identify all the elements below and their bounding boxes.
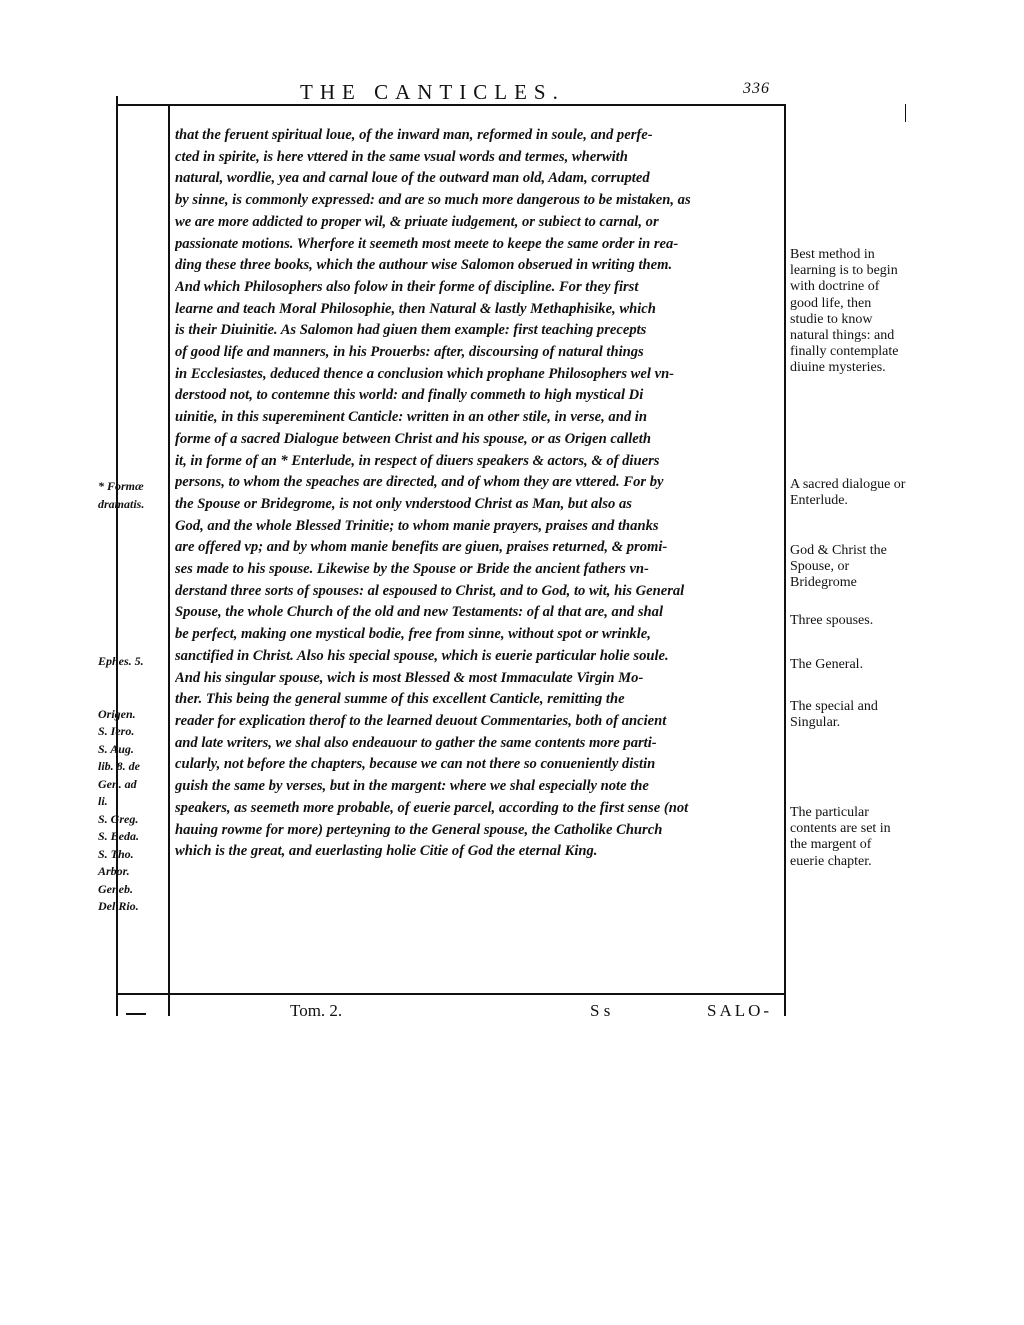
body-line: natural, wordlie, yea and carnal loue of the outward man old, Adam, corrupted [175, 170, 650, 187]
body-line: we are more addicted to proper wil, & priuate iudgement, or subiect to carnal, or [175, 213, 659, 230]
body-line: God, and the whole Blessed Trinitie; to whom manie prayers, praises and thanks [175, 517, 659, 534]
margin-note-general: The General. [790, 657, 864, 672]
body-line: Spouse, the whole Church of the old and new Testaments: of al that are, and shal [175, 604, 664, 621]
page-number: 336 [743, 80, 770, 97]
body-line: are offered vp; and by whom manie benefits are giuen, praises returned, & promi- [175, 539, 668, 556]
left-margin-note [98, 618, 168, 636]
left-margin-note [98, 531, 168, 549]
left-margin-note [98, 583, 168, 601]
left-margin-note: lib. 8. de [98, 759, 140, 773]
body-line: cted in spirite, is here vttered in the same vsual words and termes, wherwith [175, 148, 628, 165]
body-line: of good life and manners, in his Prouerbs: after, discoursing of natural things [175, 344, 644, 361]
left-margin-note: * Formæ [98, 479, 144, 493]
body-line: ther. This being the general summe of this excellent Canticle, remitting the [175, 691, 625, 708]
left-margin-note: dramatis. [98, 496, 145, 511]
body-line: And which Philosophers also folow in their forme of discipline. For they first [175, 278, 639, 295]
body-line: that the feruent spiritual loue, of the inward man, reformed in soule, and perfe- [175, 127, 653, 143]
margin-note-god-christ: God & Christ the Spouse, or Bridegrome [790, 543, 887, 591]
body-line: passionate motions. Wherfore it seemeth most meete to keepe the same order in rea- [175, 235, 679, 252]
body-line: And his singular spouse, wich is most Blessed & most Immaculate Virgin Mo- [175, 669, 644, 686]
margin-note-sacred-dialogue: A sacred dialogue or Enterlude. [790, 477, 906, 509]
catchword: SALO- [707, 1001, 773, 1020]
body-line: it, in forme of an * Enterlude, in respect of diuers speakers & actors, & of diuers [175, 452, 660, 469]
body-line: persons, to whom the speaches are directed, and of whom they are vttered. For by [175, 474, 664, 491]
left-margin-note [98, 671, 168, 689]
left-border-inner [168, 104, 170, 1016]
body-line: forme of a sacred Dialogue between Christ and his spouse, or as Origen calleth [175, 430, 651, 447]
left-margin-note: Arbor. [98, 864, 130, 878]
left-margin-note [98, 601, 168, 619]
running-title: THE CANTICLES. [300, 80, 565, 104]
left-margin-note: S. Tho. [98, 846, 134, 861]
body-line: speakers, as seemeth more probable, of euerie parcel, according to the first sense (not [175, 799, 689, 816]
left-margin-notes [98, 478, 168, 916]
left-margin-note: Ephes. 5. [98, 654, 144, 668]
body-line: ses made to his spouse. Likewise by the Spouse or Bride the ancient fathers vn- [175, 561, 649, 578]
left-margin-note [98, 566, 168, 584]
body-text [175, 125, 785, 863]
signature-mark: S s [590, 1001, 611, 1020]
body-line: ding these three books, which the authour wise Salomon obserued in writing them. [175, 257, 673, 274]
left-margin-note [98, 513, 168, 531]
left-margin-note: S. Beda. [98, 829, 140, 843]
left-margin-note: Gen. ad [98, 776, 137, 791]
left-margin-note: S. Greg. [98, 811, 139, 826]
left-margin-note: Origen. [98, 706, 136, 721]
left-margin-note: S. Aug. [98, 741, 134, 756]
left-margin-note: S. Iero. [98, 724, 135, 738]
margin-note-special-singular: The special and Singular. [790, 699, 878, 731]
body-line: guish the same by verses, but in the margent: where we shal especially note the [175, 778, 649, 795]
body-line: the Spouse or Bridegrome, is not only vnderstood Christ as Man, but also as [175, 495, 632, 512]
body-line: is their Diuinitie. As Salomon had giuen them example: first teaching precepts [175, 322, 647, 339]
body-line: uinitie, in this supereminent Canticle: written in an other stile, in verse, and in [175, 409, 647, 426]
left-margin-note: li. [98, 794, 108, 808]
bottom-left-corner-rule [126, 1013, 146, 1015]
body-line: in Ecclesiastes, deduced thence a conclusion which prophane Philosophers wel vn- [175, 365, 675, 382]
body-line: hauing rowme for more) perteyning to the General spouse, the Catholike Church [175, 821, 663, 838]
body-line: cularly, not before the chapters, because we can not there so conueniently distin [175, 756, 656, 773]
left-margin-note [98, 636, 168, 654]
margin-note-particular-contents: The particular contents are set in the margent of euerie chapter. [790, 805, 891, 869]
body-line: sanctified in Christ. Also his special spouse, which is euerie particular holie soule. [175, 647, 669, 664]
body-line: derstand three sorts of spouses: al espoused to Christ, and to God, to wit, his General [175, 582, 685, 599]
volume-label: Tom. 2. [290, 1001, 343, 1020]
margin-note-three-spouses: Three spouses. [790, 613, 874, 628]
body-line: which is the great, and euerlasting holie Citie of God the eternal King. [175, 843, 598, 860]
body-line: and late writers, we shal also endeauour to gather the same contents more parti- [175, 734, 657, 751]
body-line: be perfect, making one mystical bodie, free from sinne, without spot or wrinkle, [175, 626, 651, 643]
left-margin-note [98, 688, 168, 706]
page-footer [290, 1001, 790, 1025]
left-margin-note [98, 548, 168, 566]
page-header [300, 80, 770, 106]
body-line: by sinne, is commonly expressed: and are so much more dangerous to be mistaken, as [175, 192, 691, 209]
footer-rule [116, 993, 786, 995]
right-note-divider [905, 104, 906, 122]
body-line: derstood not, to contemne this world: and finally commeth to high mystical Di [175, 387, 644, 404]
body-line: learne and teach Moral Philosophie, then Natural & lastly Methaphisike, which [175, 300, 656, 317]
body-line: reader for explication therof to the learned deuout Commentaries, both of ancient [175, 712, 667, 729]
margin-note-best-method: Best method in learning is to begin with doctrine of good life, then studie to know natural things: and finally contemplate diuine mysteries. [790, 247, 899, 376]
left-margin-note: Del Rio. [98, 899, 139, 913]
left-margin-note: Geneb. [98, 881, 133, 896]
